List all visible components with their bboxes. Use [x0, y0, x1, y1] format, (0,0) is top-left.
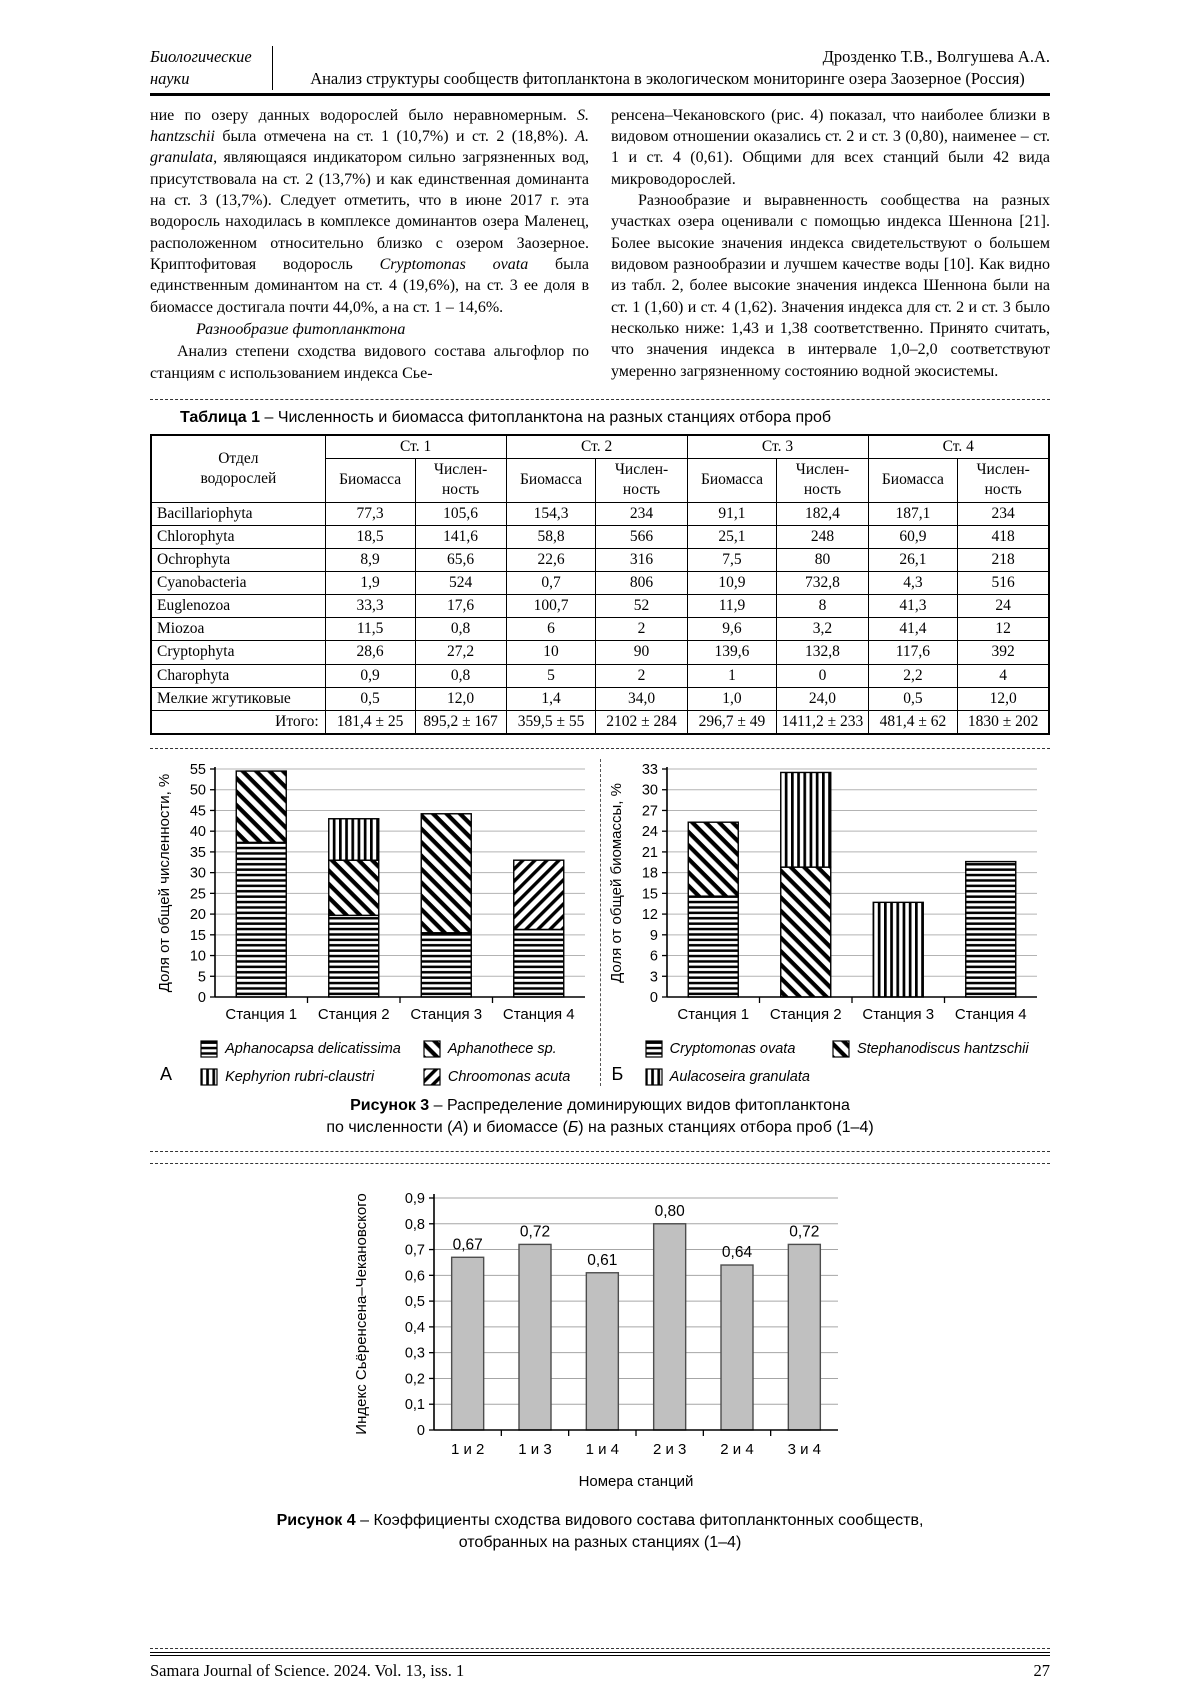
- section-heading: Разнообразие фитопланктона: [196, 321, 406, 339]
- legend-label: Aulacoseira granulata: [669, 1069, 810, 1086]
- value-cell: 234: [596, 502, 687, 525]
- svg-text:Доля от общей численности, %: Доля от общей численности, %: [156, 773, 174, 993]
- value-cell: 27,2: [415, 641, 506, 664]
- table-row: [151, 687, 1049, 710]
- bar: [721, 1265, 753, 1430]
- value-cell: 418: [958, 525, 1049, 548]
- total-value-cell: 181,4 ± 25: [325, 710, 415, 734]
- taxon-cell: Bacillariophyta: [151, 502, 325, 525]
- value-cell: 12: [958, 618, 1049, 641]
- paragraph: Анализ степени сходства видового состава альгофлор по станциям с использованием индекса Сье-: [150, 343, 589, 382]
- bar-segment: [688, 896, 738, 997]
- value-cell: 8: [777, 595, 868, 618]
- svg-text:20: 20: [190, 907, 207, 924]
- svg-text:0,6: 0,6: [404, 1268, 425, 1285]
- horizontal-hatch-swatch-icon: [645, 1040, 663, 1058]
- legend-label: Stephanodiscus hantzschii: [856, 1041, 1029, 1058]
- svg-text:1 и 2: 1 и 2: [450, 1440, 485, 1458]
- legend-item: [423, 1068, 571, 1086]
- value-cell: 154,3: [506, 502, 596, 525]
- value-cell: 187,1: [868, 502, 958, 525]
- value-cell: 41,4: [868, 618, 958, 641]
- page-header: [150, 46, 1050, 96]
- value-cell: 25,1: [687, 525, 777, 548]
- svg-text:0: 0: [416, 1422, 425, 1439]
- sub-header: Биомасса: [687, 459, 777, 502]
- figure4-caption-line2: отобранных на разных станциях (1–4): [458, 1534, 742, 1552]
- article-title: Анализ структуры сообществ фитопланктона в экологическом мониторинге озера Заозерное (Россия): [310, 68, 1025, 88]
- legend-item: [645, 1068, 810, 1086]
- vertical-hatch-swatch-icon: [645, 1068, 663, 1086]
- svg-text:35: 35: [190, 844, 207, 861]
- value-cell: 566: [596, 525, 687, 548]
- vertical-dashed-divider: [600, 759, 601, 1086]
- total-value-cell: 296,7 ± 49: [687, 710, 777, 734]
- value-cell: 0,8: [415, 664, 506, 687]
- legend-label: Chroomonas acuta: [447, 1069, 571, 1086]
- taxon-cell: Ochrophyta: [151, 548, 325, 571]
- value-cell: 218: [958, 548, 1049, 571]
- value-cell: 139,6: [687, 641, 777, 664]
- svg-text:0,1: 0,1: [404, 1397, 425, 1414]
- svg-text:21: 21: [641, 844, 658, 861]
- value-cell: 2: [596, 664, 687, 687]
- station-header: Ст. 2: [506, 435, 687, 459]
- value-cell: 17,6: [415, 595, 506, 618]
- authors: Дрозденко Т.В., Волгушева А.А.: [822, 47, 1050, 66]
- svg-text:3 и 4: 3 и 4: [787, 1440, 822, 1458]
- total-value-cell: 359,5 ± 55: [506, 710, 596, 734]
- legend-label: Kephyrion rubri-claustri: [225, 1069, 375, 1086]
- figure3-panel-a: [150, 759, 599, 1086]
- sub-header: Числен- ность: [415, 459, 506, 502]
- table-total-row: [151, 710, 1049, 734]
- value-cell: 80: [777, 548, 868, 571]
- svg-text:Индекс Сьёренсена–Чекановского: Индекс Сьёренсена–Чекановского: [353, 1193, 370, 1435]
- svg-text:0,80: 0,80: [654, 1202, 685, 1220]
- bar: [586, 1273, 618, 1430]
- svg-text:Доля от общей биомассы, %: Доля от общей биомассы, %: [607, 783, 625, 983]
- svg-text:55: 55: [190, 762, 207, 779]
- figure3-section: [150, 748, 1050, 1164]
- svg-text:Номера станций: Номера станций: [578, 1472, 694, 1490]
- table-row: [151, 664, 1049, 687]
- paragraph: ние по озеру данных водорослей было неравномерным. S. hantzschii была отмечена на ст. 1 (10,7%) и ст. 2 (18,8%). A. granulata, являющаяся индикатором сильно загрязненных вод, присутствовала на ст. 2 (13,7%) и как единственная доминанта на ст. 3 (13,7%). Следует отметить, что в июне 2017 г. эта водоросль находилась в комплексе доминантов озера Маленец, расположенном относительно близко с озером Заозерное. Криптофитовая водоросль Cryptomonas ovata была единственным доминантом на ст. 4 (19,6%), на ст. 3 ее доля в биомассе достигала почти 44,0%, а на ст. 1 – 14,6%.: [150, 106, 590, 316]
- svg-text:2 и 4: 2 и 4: [720, 1440, 754, 1458]
- svg-text:15: 15: [641, 886, 658, 903]
- value-cell: 141,6: [415, 525, 506, 548]
- value-cell: 28,6: [325, 641, 415, 664]
- value-cell: 52: [596, 595, 687, 618]
- bar-segment: [422, 814, 472, 933]
- value-cell: 24,0: [777, 687, 868, 710]
- total-label: Итого:: [151, 710, 325, 734]
- svg-text:1 и 3: 1 и 3: [518, 1440, 552, 1458]
- value-cell: 806: [596, 572, 687, 595]
- svg-text:Станция 3: Станция 3: [410, 1006, 483, 1024]
- legend-a-wrap: [150, 1040, 599, 1086]
- svg-text:Станция 2: Станция 2: [318, 1006, 390, 1024]
- value-cell: 392: [958, 641, 1049, 664]
- taxon-cell: Charophyta: [151, 664, 325, 687]
- table-row: [151, 525, 1049, 548]
- value-cell: 90: [596, 641, 687, 664]
- total-value-cell: 481,4 ± 62: [868, 710, 958, 734]
- svg-text:18: 18: [641, 865, 658, 882]
- svg-text:0,72: 0,72: [789, 1223, 820, 1241]
- value-cell: 34,0: [596, 687, 687, 710]
- figure3-chart-a: [153, 759, 595, 1036]
- value-cell: 8,9: [325, 548, 415, 571]
- bar-segment: [688, 822, 738, 896]
- figure3-caption: [150, 1095, 1050, 1140]
- value-cell: 1,4: [506, 687, 596, 710]
- value-cell: 65,6: [415, 548, 506, 571]
- paragraph: ренсена–Чекановского (рис. 4) показал, что наиболее близки в видовом отношении оказались ст. 2 и ст. 3 (0,80), наименее – ст. 1 и ст. 4 (0,61). Общими для всех станций были 42 вида микроводорослей.: [611, 106, 1050, 188]
- svg-text:0,3: 0,3: [404, 1345, 425, 1362]
- value-cell: 24: [958, 595, 1049, 618]
- panel-letter-b: Б: [611, 1064, 624, 1085]
- sub-header: Числен- ность: [596, 459, 687, 502]
- value-cell: 10,9: [687, 572, 777, 595]
- svg-text:5: 5: [198, 969, 207, 986]
- value-cell: 2,2: [868, 664, 958, 687]
- svg-text:0,67: 0,67: [452, 1236, 483, 1254]
- bar-segment: [422, 933, 472, 997]
- table-row: [151, 618, 1049, 641]
- legend-a: [200, 1040, 570, 1086]
- table-caption: Таблица 1 – Численность и биомасса фитопланктона на разных станциях отбора проб: [180, 409, 832, 427]
- svg-text:40: 40: [190, 824, 207, 841]
- svg-text:Станция 3: Станция 3: [862, 1006, 934, 1024]
- taxon-cell: Chlorophyta: [151, 525, 325, 548]
- svg-text:25: 25: [190, 886, 207, 903]
- value-cell: 1,9: [325, 572, 415, 595]
- bar-segment: [781, 772, 831, 867]
- value-cell: 60,9: [868, 525, 958, 548]
- bar-segment: [781, 867, 831, 997]
- value-cell: 77,3: [325, 502, 415, 525]
- legend-b: [645, 1040, 1029, 1086]
- svg-text:0,9: 0,9: [404, 1190, 425, 1207]
- right-column: [611, 105, 1050, 385]
- journal-section: [150, 46, 273, 90]
- value-cell: 316: [596, 548, 687, 571]
- svg-text:10: 10: [190, 948, 207, 965]
- legend-item: [832, 1040, 1029, 1058]
- backslash-hatch-swatch-icon: [423, 1068, 441, 1086]
- station-header: Ст. 3: [687, 435, 868, 459]
- table-row: [151, 641, 1049, 664]
- station-header: Ст. 4: [868, 435, 1049, 459]
- bar-segment: [237, 842, 287, 997]
- value-cell: 11,9: [687, 595, 777, 618]
- legend-b-wrap: [602, 1040, 1051, 1086]
- taxon-cell: Euglenozoa: [151, 595, 325, 618]
- sub-header: Числен- ность: [777, 459, 868, 502]
- bar-segment: [329, 860, 379, 915]
- svg-text:Станция 2: Станция 2: [769, 1006, 842, 1024]
- value-cell: 12,0: [958, 687, 1049, 710]
- value-cell: 91,1: [687, 502, 777, 525]
- sub-header: Биомасса: [868, 459, 958, 502]
- journal-name: Samara Journal of Science. 2024. Vol. 13, iss. 1: [150, 1661, 465, 1680]
- value-cell: 0,5: [868, 687, 958, 710]
- figure4-section: [150, 1174, 1050, 1555]
- legend-label: Cryptomonas ovata: [669, 1041, 796, 1058]
- svg-text:Станция 1: Станция 1: [677, 1006, 749, 1024]
- value-cell: 10: [506, 641, 596, 664]
- svg-text:Станция 1: Станция 1: [225, 1006, 298, 1024]
- value-cell: 0,9: [325, 664, 415, 687]
- svg-text:1 и 4: 1 и 4: [585, 1440, 620, 1458]
- station-header: Ст. 1: [325, 435, 506, 459]
- svg-text:Станция 4: Станция 4: [503, 1006, 575, 1024]
- table-corner-header: Отдел водорослей: [151, 435, 325, 502]
- bar-segment: [873, 902, 923, 997]
- value-cell: 0: [777, 664, 868, 687]
- bar: [788, 1244, 820, 1430]
- value-cell: 732,8: [777, 572, 868, 595]
- sub-header: Биомасса: [325, 459, 415, 502]
- svg-text:0,7: 0,7: [404, 1242, 425, 1259]
- journal-section-line1: Биологические: [150, 47, 252, 66]
- value-cell: 0,8: [415, 618, 506, 641]
- page-footer: [150, 1648, 1050, 1681]
- chart-fig3b: [605, 759, 1047, 1031]
- svg-text:30: 30: [641, 782, 658, 799]
- article-body: [150, 105, 1050, 385]
- svg-text:12: 12: [641, 907, 658, 924]
- value-cell: 3,2: [777, 618, 868, 641]
- svg-text:30: 30: [190, 865, 207, 882]
- value-cell: 234: [958, 502, 1049, 525]
- value-cell: 4: [958, 664, 1049, 687]
- value-cell: 26,1: [868, 548, 958, 571]
- svg-text:3: 3: [649, 969, 658, 986]
- value-cell: 4,3: [868, 572, 958, 595]
- svg-text:50: 50: [190, 782, 207, 799]
- value-cell: 7,5: [687, 548, 777, 571]
- bar-segment: [966, 862, 1016, 997]
- value-cell: 2: [596, 618, 687, 641]
- sub-header: Числен- ность: [958, 459, 1049, 502]
- figure3-panel-b: [602, 759, 1051, 1086]
- legend-item: [645, 1040, 810, 1058]
- paragraph: Разнообразие и выравненность сообщества на разных участках озера оценивали с помощью индекса Шеннона [21]. Более высокие значения индекса свидетельствуют о большем видовом разнообразии и лучшем качестве воды [10]. Как видно из табл. 2, более высокие значения индекса Шеннона были на ст. 1 (1,60) и ст. 4 (1,62). Значения индекса для ст. 2 и ст. 3 было несколько ниже: 1,43 и 1,38 соответственно. Принято считать, что значения индекса в интервале 1,0–2,0 соответствуют умеренно загрязненному состоянию водной экосистемы.: [611, 191, 1050, 380]
- panel-letter-a: А: [160, 1064, 173, 1085]
- legend-label: Aphanocapsa delicatissima: [225, 1041, 401, 1058]
- legend-item: [423, 1040, 571, 1058]
- taxon-cell: Cryptophyta: [151, 641, 325, 664]
- value-cell: 11,5: [325, 618, 415, 641]
- bar: [519, 1244, 551, 1430]
- dashed-divider: [150, 748, 1050, 749]
- dashed-divider: [150, 399, 1050, 400]
- bar: [654, 1224, 686, 1430]
- total-value-cell: 1411,2 ± 233: [777, 710, 868, 734]
- value-cell: 9,6: [687, 618, 777, 641]
- left-column: [150, 105, 589, 385]
- value-cell: 18,5: [325, 525, 415, 548]
- figure4-caption-line1: Рисунок 4 – Коэффициенты сходства видового состава фитопланктонных сообществ,: [276, 1511, 924, 1529]
- value-cell: 12,0: [415, 687, 506, 710]
- chart-fig3a: [153, 759, 595, 1031]
- value-cell: 182,4: [777, 502, 868, 525]
- figure4-chart: [348, 1174, 852, 1501]
- svg-text:0,4: 0,4: [404, 1319, 425, 1336]
- footer-line: [150, 1652, 1050, 1681]
- value-cell: 0,7: [506, 572, 596, 595]
- svg-text:45: 45: [190, 803, 207, 820]
- value-cell: 100,7: [506, 595, 596, 618]
- value-cell: 41,3: [868, 595, 958, 618]
- svg-text:24: 24: [641, 824, 658, 841]
- figure3-charts: [150, 759, 1050, 1086]
- legend-label: Aphanothece sp.: [447, 1041, 557, 1058]
- svg-text:9: 9: [649, 927, 658, 944]
- table-row: [151, 502, 1049, 525]
- svg-text:0,8: 0,8: [404, 1216, 425, 1233]
- dashed-divider: [150, 1648, 1050, 1649]
- value-cell: 58,8: [506, 525, 596, 548]
- chart-fig4: [348, 1174, 852, 1496]
- taxon-cell: Мелкие жгутиковые: [151, 687, 325, 710]
- vertical-hatch-swatch-icon: [200, 1068, 218, 1086]
- value-cell: 1,0: [687, 687, 777, 710]
- bar-segment: [329, 915, 379, 997]
- svg-text:2 и 3: 2 и 3: [652, 1440, 687, 1458]
- legend-item: [200, 1068, 401, 1086]
- bar-segment: [329, 819, 379, 860]
- svg-text:15: 15: [190, 927, 207, 944]
- table-row: [151, 548, 1049, 571]
- value-cell: 0,5: [325, 687, 415, 710]
- bar: [452, 1257, 484, 1430]
- value-cell: 1: [687, 664, 777, 687]
- sub-header: Биомасса: [506, 459, 596, 502]
- page-number: 27: [1033, 1661, 1050, 1680]
- legend-item: [200, 1040, 401, 1058]
- svg-text:0: 0: [198, 990, 207, 1007]
- figure3-chart-b: [605, 759, 1047, 1036]
- bar-segment: [514, 860, 564, 929]
- total-value-cell: 1830 ± 202: [958, 710, 1049, 734]
- svg-text:0,72: 0,72: [519, 1223, 551, 1241]
- value-cell: 22,6: [506, 548, 596, 571]
- svg-text:0,5: 0,5: [404, 1293, 425, 1310]
- svg-text:0,61: 0,61: [587, 1251, 618, 1269]
- bar-segment: [514, 929, 564, 997]
- header-right: [273, 46, 1050, 90]
- svg-text:33: 33: [641, 762, 658, 779]
- bar-segment: [237, 771, 287, 842]
- value-cell: 132,8: [777, 641, 868, 664]
- svg-text:0,2: 0,2: [404, 1371, 425, 1388]
- journal-section-line2: науки: [150, 68, 190, 88]
- diagonal-hatch-swatch-icon: [832, 1040, 850, 1058]
- value-cell: 105,6: [415, 502, 506, 525]
- value-cell: 524: [415, 572, 506, 595]
- value-cell: 6: [506, 618, 596, 641]
- value-cell: 33,3: [325, 595, 415, 618]
- dashed-divider: [150, 1151, 1050, 1152]
- total-value-cell: 895,2 ± 167: [415, 710, 506, 734]
- phytoplankton-table: [150, 434, 1050, 735]
- svg-text:0,64: 0,64: [721, 1243, 753, 1261]
- svg-text:6: 6: [649, 948, 658, 965]
- value-cell: 117,6: [868, 641, 958, 664]
- value-cell: 516: [958, 572, 1049, 595]
- svg-text:Станция 4: Станция 4: [954, 1006, 1027, 1024]
- value-cell: 248: [777, 525, 868, 548]
- svg-text:27: 27: [641, 803, 658, 820]
- figure3-caption-line1: Рисунок 3 – Распределение доминирующих видов фитопланктона: [350, 1097, 850, 1115]
- horizontal-hatch-swatch-icon: [200, 1040, 218, 1058]
- figure4-caption: [277, 1510, 924, 1555]
- taxon-cell: Cyanobacteria: [151, 572, 325, 595]
- value-cell: 5: [506, 664, 596, 687]
- figure3-caption-line2: по численности (А) и биомассе (Б) на разных станциях отбора проб (1–4): [326, 1119, 874, 1137]
- table-row: [151, 572, 1049, 595]
- total-value-cell: 2102 ± 284: [596, 710, 687, 734]
- diagonal-hatch-swatch-icon: [423, 1040, 441, 1058]
- svg-text:0: 0: [649, 990, 658, 1007]
- taxon-cell: Miozoa: [151, 618, 325, 641]
- table-row: [151, 595, 1049, 618]
- dashed-divider: [150, 1163, 1050, 1164]
